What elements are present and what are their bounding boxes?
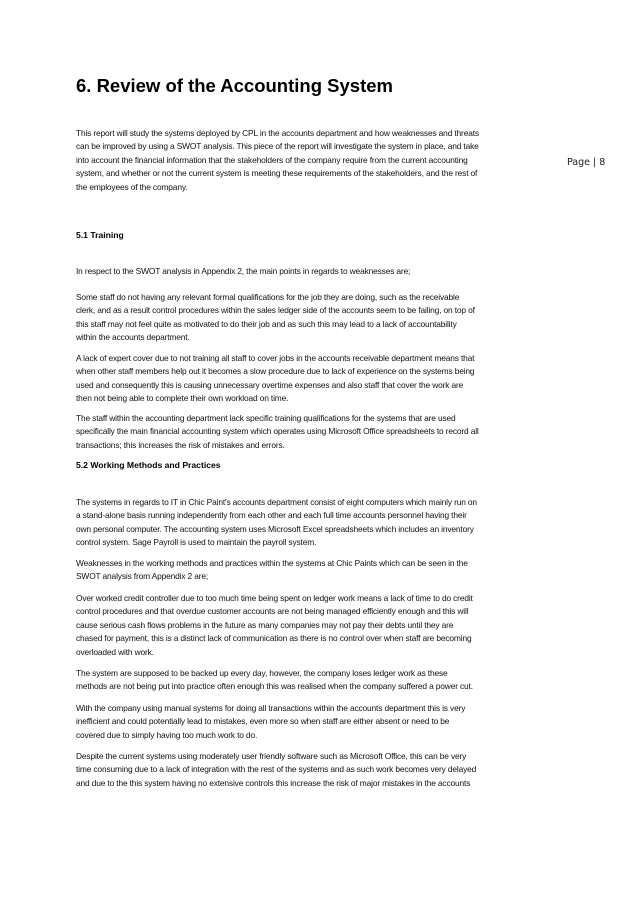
text-line: A lack of expert cover due to not training all staff to cover jobs in the accounts receivable department means that (76, 353, 475, 363)
text-line: SWOT analysis from Appendix 2 are; (76, 571, 209, 582)
text-line: The system are supposed to be backed up every day, however, the company loses ledger work as these (76, 668, 448, 678)
text-line: this staff may not feel quite as motivated to do their job and as such this may lead to a lack of accountability (76, 318, 457, 329)
paragraph (76, 702, 570, 742)
paragraph (76, 352, 570, 406)
page-title: 6. Review of the Accounting System (76, 75, 393, 96)
paragraph (76, 557, 570, 584)
text-line: transactions; this increases the risk of mistakes and errors. (76, 439, 285, 450)
text-line: when other staff members help out it becomes a slow procedure due to lack of experience on the systems being (76, 366, 475, 377)
text-line: into account the financial information that the stakeholders of the company require from the current accounting (76, 154, 468, 165)
text-line: Weaknesses in the working methods and practices within the systems at Chic Paints which can be seen in the (76, 558, 468, 568)
text-line: specifically the main financial accounting system which operates using Microsoft Office spreadsheets to record all (76, 426, 479, 437)
section-heading-training: 5.1 Training (76, 230, 124, 240)
text-line: used and consequently this is causing unnecessary overtime expenses and also staff that cover the work are (76, 379, 464, 390)
text-line: Despite the current systems using moderately user friendly software such as Microsoft Office, this can be very (76, 751, 467, 761)
paragraph (76, 265, 570, 278)
text-line: The staff within the accounting department lack specific training qualifications for the systems that are used (76, 413, 456, 423)
text-line: own personal computer. The accounting system uses Microsoft Excel spreadsheets which includes an inventory (76, 523, 474, 534)
text-line: time consuming due to a lack of integration with the rest of the systems and as such work becomes very delayed (76, 764, 477, 775)
paragraph (76, 496, 570, 550)
text-line: the employees of the company. (76, 181, 188, 192)
text-line: With the company using manual systems for doing all transactions within the accounts department this is very (76, 703, 466, 713)
text-line: and due to the this system having no extensive controls this increase the risk of major mistakes in the accounts (76, 777, 471, 788)
page-number: Page | 8 (567, 157, 606, 168)
text-line: control procedures and that overdue customer accounts are not being managed efficiently enough and this will (76, 606, 469, 617)
text-line: methods are not being put into practice often enough this was realised when the company suffered a power cut. (76, 681, 473, 692)
paragraph (76, 592, 570, 659)
text-line: Over worked credit controller due to too much time being spent on ledger work means a lack of time to do credit (76, 593, 473, 603)
text-line: In respect to the SWOT analysis in Appendix 2, the main points in regards to weaknesses are; (76, 266, 411, 276)
text-line: then not being able to complete their own workload on time. (76, 393, 289, 404)
paragraph (76, 667, 570, 694)
paragraph (76, 412, 570, 452)
text-line: cause serious cash flows problems in the future as many companies may not pay their debts until they are (76, 619, 454, 630)
text-line: chased for payment, this is a distinct lack of communication as there is no control over when staff are becoming (76, 633, 472, 644)
text-line: covered due to simply having too much work to do. (76, 729, 258, 740)
text-line: clerk, and as a result control procedures within the sales ledger side of the accounts seem to be failing, on top of (76, 305, 475, 316)
paragraph (76, 291, 570, 345)
text-line: within the accounts department. (76, 332, 190, 343)
section-heading-working-methods: 5.2 Working Methods and Practices (76, 460, 221, 470)
text-line: system, and whether or not the current system is meeting these requirements of the stakeholders, and the rest of (76, 168, 478, 179)
text-line: overloaded with work. (76, 646, 154, 657)
paragraph (76, 750, 570, 790)
text-line: This report will study the systems deployed by CPL in the accounts department and how weaknesses and threats (76, 128, 479, 138)
text-line: Some staff do not having any relevant formal qualifications for the job they are doing, such as the receivable (76, 292, 460, 302)
text-line: control system. Sage Payroll is used to maintain the payroll system. (76, 537, 317, 548)
text-line: inefficient and could potentially lead to mistakes, even more so when staff are either absent or need to be (76, 716, 450, 727)
text-line: The systems in regards to IT in Chic Paint's accounts department consist of eight computers which mainly run on (76, 497, 477, 507)
text-line: a stand-alone basis running independently from each other and each full time accounts personnel having their (76, 510, 467, 521)
intro-paragraph (76, 127, 570, 194)
text-line: can be improved by using a SWOT analysis. This piece of the report will investigate the system in place, and take (76, 141, 479, 152)
